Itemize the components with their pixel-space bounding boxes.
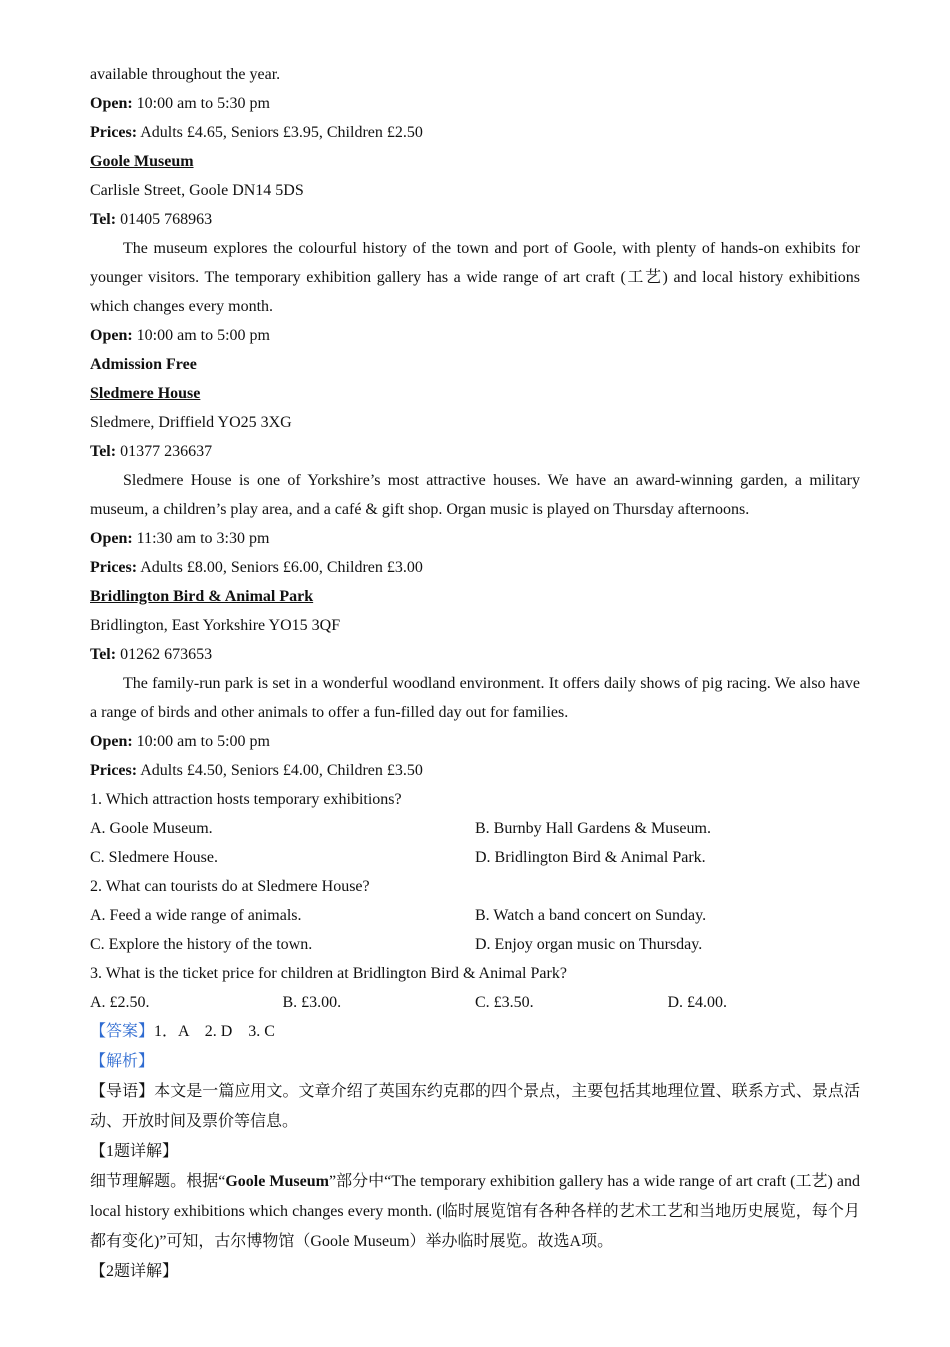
question-2-options-row-1 [90, 901, 860, 930]
question-1-options-row-1 [90, 814, 860, 843]
guide-paragraph [90, 1077, 860, 1137]
admission: Admission Free [90, 356, 197, 373]
question-3: 3. What is the ticket price for children at Bridlington Bird & Animal Park? [90, 965, 567, 982]
prices-value: Adults £4.50, Seniors £4.00, Children £3.50 [140, 762, 423, 779]
guide-label: 【导语】 [90, 1083, 155, 1100]
option-a: A. Goole Museum. [90, 820, 213, 837]
prices-label: Prices: [90, 559, 138, 576]
attraction-title-sledmere: Sledmere House [90, 385, 201, 402]
option-c: C. £3.50. [475, 994, 534, 1011]
option-c: C. Explore the history of the town. [90, 936, 313, 953]
option-d: D. Bridlington Bird & Animal Park. [475, 849, 706, 866]
q1-detail-bold: Goole Museum [225, 1173, 329, 1190]
q2-detail-label: 【2题详解】 [90, 1263, 179, 1280]
option-d: D. £4.00. [667, 994, 728, 1011]
question-2: 2. What can tourists do at Sledmere House? [90, 878, 370, 895]
attraction-title-bridlington: Bridlington Bird & Animal Park [90, 588, 314, 605]
option-a: A. Feed a wide range of animals. [90, 907, 302, 924]
attraction-description: The family-run park is set in a wonderful woodland environment. It offers daily shows of pig racing. We also have a range of birds and other animals to offer a fun-filled day out for families. [90, 675, 860, 721]
open-hours [90, 524, 860, 553]
address: Bridlington, East Yorkshire YO15 3QF [90, 617, 341, 634]
open-value: 10:00 am to 5:30 pm [136, 95, 270, 112]
open-hours [90, 89, 860, 118]
q1-detail-pre: 细节理解题。根据“ [90, 1173, 226, 1190]
tel-label: Tel: [90, 211, 117, 228]
attraction-title-goole: Goole Museum [90, 153, 194, 170]
tel-value: 01262 673653 [120, 646, 213, 663]
option-b: B. £3.00. [282, 994, 342, 1011]
q1-detail-label: 【1题详解】 [90, 1143, 179, 1160]
tel-value: 01377 236637 [120, 443, 213, 460]
option-b: B. Watch a band concert on Sunday. [475, 907, 707, 924]
document-page [90, 60, 860, 1287]
option-d: D. Enjoy organ music on Thursday. [475, 936, 703, 953]
option-a: A. £2.50. [90, 994, 150, 1011]
tel-label: Tel: [90, 443, 117, 460]
option-b: B. Burnby Hall Gardens & Museum. [475, 820, 711, 837]
prices-value: Adults £4.65, Seniors £3.95, Children £2.50 [140, 124, 423, 141]
answer-text: 1．A 2. D 3. C [154, 1023, 275, 1040]
prices [90, 118, 860, 147]
open-hours [90, 727, 860, 756]
answer-line [90, 1017, 860, 1047]
open-value: 10:00 am to 5:00 pm [136, 327, 270, 344]
attraction-description: Sledmere House is one of Yorkshire’s most attractive houses. We have an award-winning garden, a military museum, a children’s play area, and a café & gift shop. Organ music is played on Thursday afternoons. [90, 472, 860, 518]
tel-label: Tel: [90, 646, 117, 663]
question-2-options-row-2 [90, 930, 860, 959]
answer-label: 【答案】 [90, 1023, 155, 1040]
q1-detail-post: ”部分中“The temporary exhibition gallery has a wide range of art craft (工艺) and local history exhibitions which changes every month. (临时展览馆有各种各样的艺术工艺和当地历史展览，每个月都有变化)”可知，古尔博物馆（Goole Museum）举办临时展览。故选A项。 [90, 1173, 860, 1250]
telephone [90, 640, 860, 669]
open-label: Open: [90, 530, 133, 547]
prices-value: Adults £8.00, Seniors £6.00, Children £3.00 [140, 559, 423, 576]
telephone [90, 437, 860, 466]
open-value: 11:30 am to 3:30 pm [136, 530, 270, 547]
question-3-options [90, 988, 860, 1017]
question-1: 1. Which attraction hosts temporary exhibitions? [90, 791, 402, 808]
guide-text: 本文是一篇应用文。文章介绍了英国东约克郡的四个景点，主要包括其地理位置、联系方式、景点活动、开放时间及票价等信息。 [90, 1083, 860, 1130]
open-label: Open: [90, 733, 133, 750]
prices-label: Prices: [90, 762, 138, 779]
analysis-label: 【解析】 [90, 1053, 155, 1070]
tel-value: 01405 768963 [120, 211, 213, 228]
prices [90, 756, 860, 785]
open-hours [90, 321, 860, 350]
prices-label: Prices: [90, 124, 138, 141]
option-c: C. Sledmere House. [90, 849, 218, 866]
intro-tail: available throughout the year. [90, 66, 281, 83]
address: Sledmere, Driffield YO25 3XG [90, 414, 292, 431]
open-label: Open: [90, 95, 133, 112]
question-1-options-row-2 [90, 843, 860, 872]
open-value: 10:00 am to 5:00 pm [136, 733, 270, 750]
prices [90, 553, 860, 582]
telephone [90, 205, 860, 234]
open-label: Open: [90, 327, 133, 344]
q1-detail-paragraph [90, 1167, 860, 1257]
address: Carlisle Street, Goole DN14 5DS [90, 182, 304, 199]
attraction-description: The museum explores the colourful history of the town and port of Goole, with plenty of hands-on exhibits for younger visitors. The temporary exhibition gallery has a wide range of art craft (工艺) and local history exhibitions which changes every month. [90, 240, 860, 315]
